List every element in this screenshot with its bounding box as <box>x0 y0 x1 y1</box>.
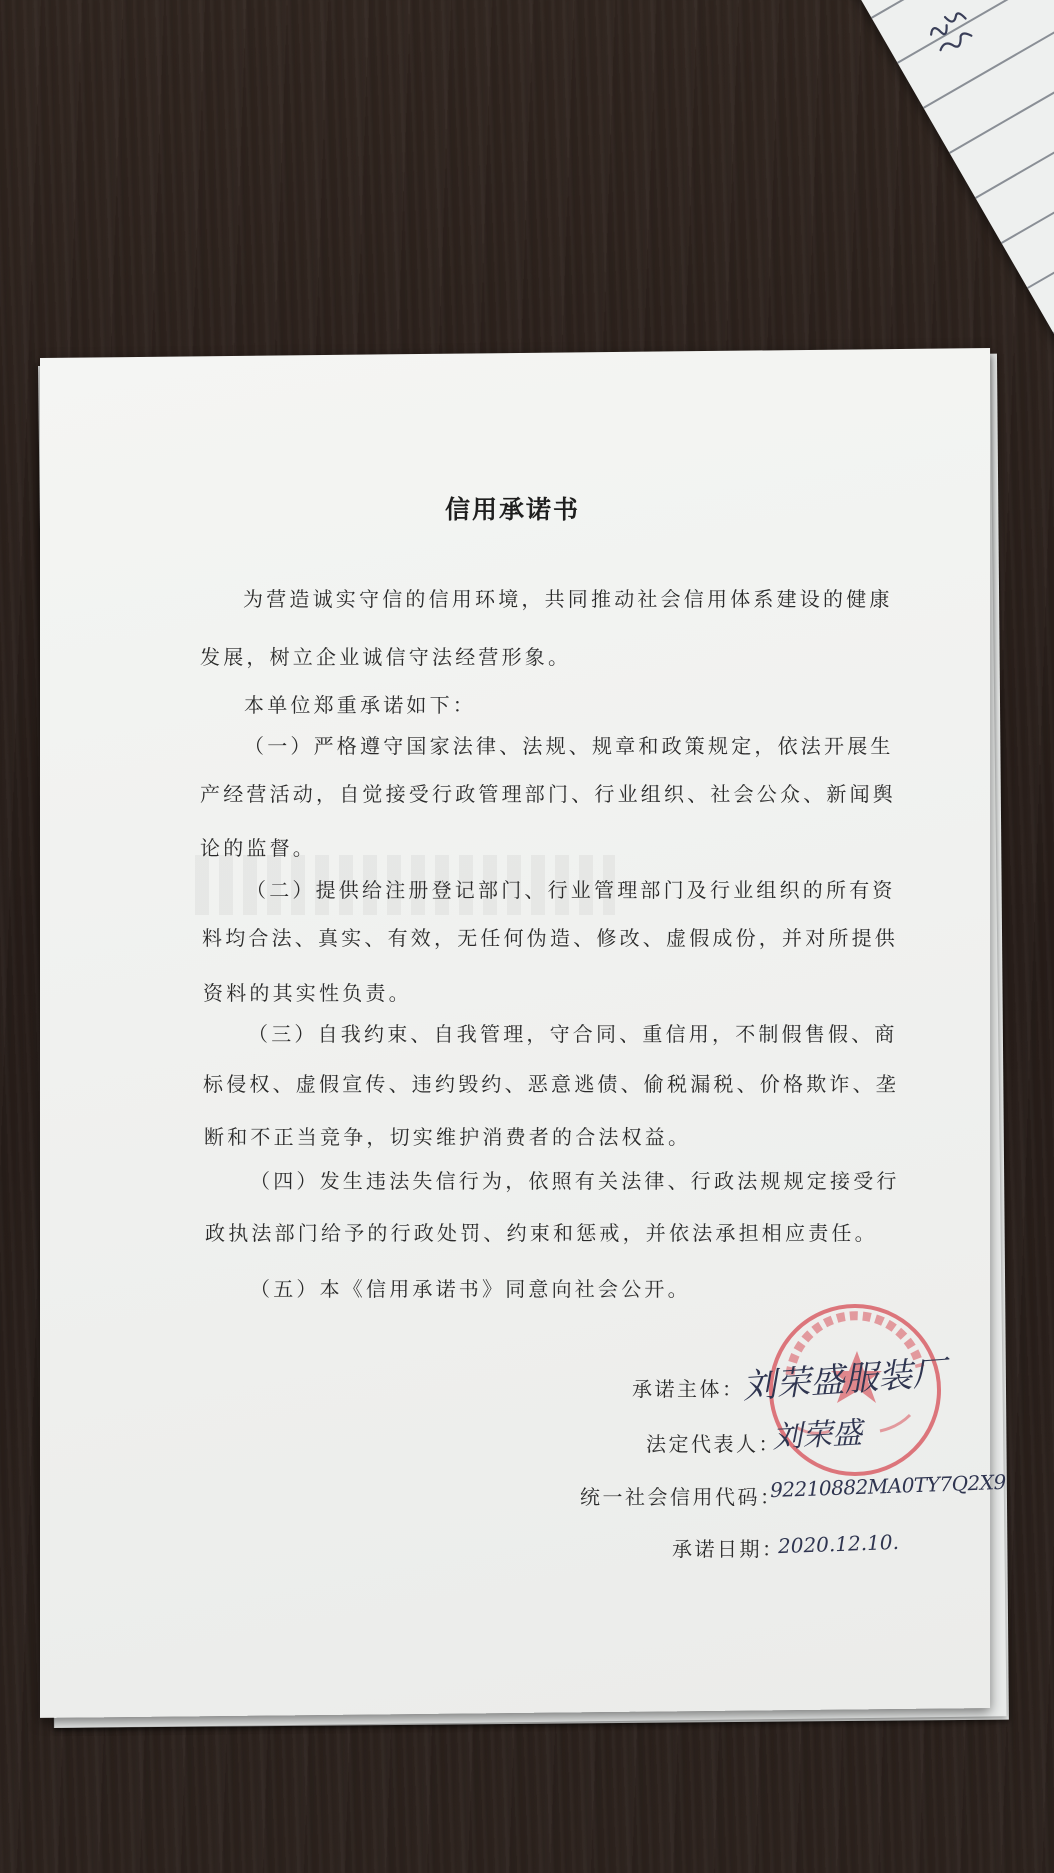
credit-code-label: 统一社会信用代码： <box>580 1485 783 1509</box>
legal-representative-label: 法定代表人： <box>646 1432 781 1456</box>
paragraph-line: （一）严格遵守国家法律、法规、规章和政策规定，依法开展生 <box>244 734 894 758</box>
document-title: 信用承诺书 <box>445 495 581 524</box>
paragraph-line: 料均合法、真实、有效，无任何伪造、修改、虚假成份，并对所提供 <box>202 926 898 950</box>
paragraph-line: （二）提供给注册登记部门、行业管理部门及行业组织的所有资 <box>246 878 896 902</box>
commitment-date-handwritten: 2020.12.10. <box>777 1529 900 1559</box>
commitment-subject-label: 承诺主体： <box>632 1377 745 1401</box>
paragraph-line: 政执法部门给予的行政处罚、约束和惩戒，并依法承担相应责任。 <box>205 1221 878 1245</box>
commitment-subject-handwritten: 刘荣盛服装厂 <box>741 1352 948 1408</box>
paragraph-line: 为营造诚实守信的信用环境，共同推动社会信用体系建设的健康 <box>243 587 893 611</box>
paragraph-line: （五）本《信用承诺书》同意向社会公开。 <box>250 1277 691 1301</box>
paragraph-line: 标侵权、虚假宣传、违约毁约、恶意逃债、偷税漏税、价格欺诈、垄 <box>203 1072 899 1096</box>
ruled-line <box>1027 77 1054 289</box>
paragraph-line: 论的监督。 <box>200 836 316 860</box>
commitment-date-label: 承诺日期： <box>672 1537 785 1561</box>
paragraph-line: （四）发生违法失信行为，依照有关法律、行政法规规定接受行 <box>250 1169 900 1193</box>
paragraph-line: 本单位郑重承诺如下： <box>244 693 476 717</box>
ruled-line <box>1001 32 1054 244</box>
paragraph-line: （三）自我约束、自我管理，守合同、重信用，不制假售假、商 <box>248 1022 898 1046</box>
paragraph-line: 产经营活动，自觉接受行政管理部门、行业组织、社会公众、新闻舆 <box>200 782 896 806</box>
legal-representative-signature: 刘荣盛 <box>771 1415 864 1456</box>
paragraph-line: 资料的其实性负责。 <box>203 981 412 1005</box>
credit-code-handwritten: 92210882MA0TY7Q2X9 <box>769 1469 1007 1503</box>
paragraph-line: 发展，树立企业诚信守法经营形象。 <box>200 645 572 669</box>
paragraph-line: 断和不正当竞争，切实维护消费者的合法权益。 <box>204 1125 692 1149</box>
